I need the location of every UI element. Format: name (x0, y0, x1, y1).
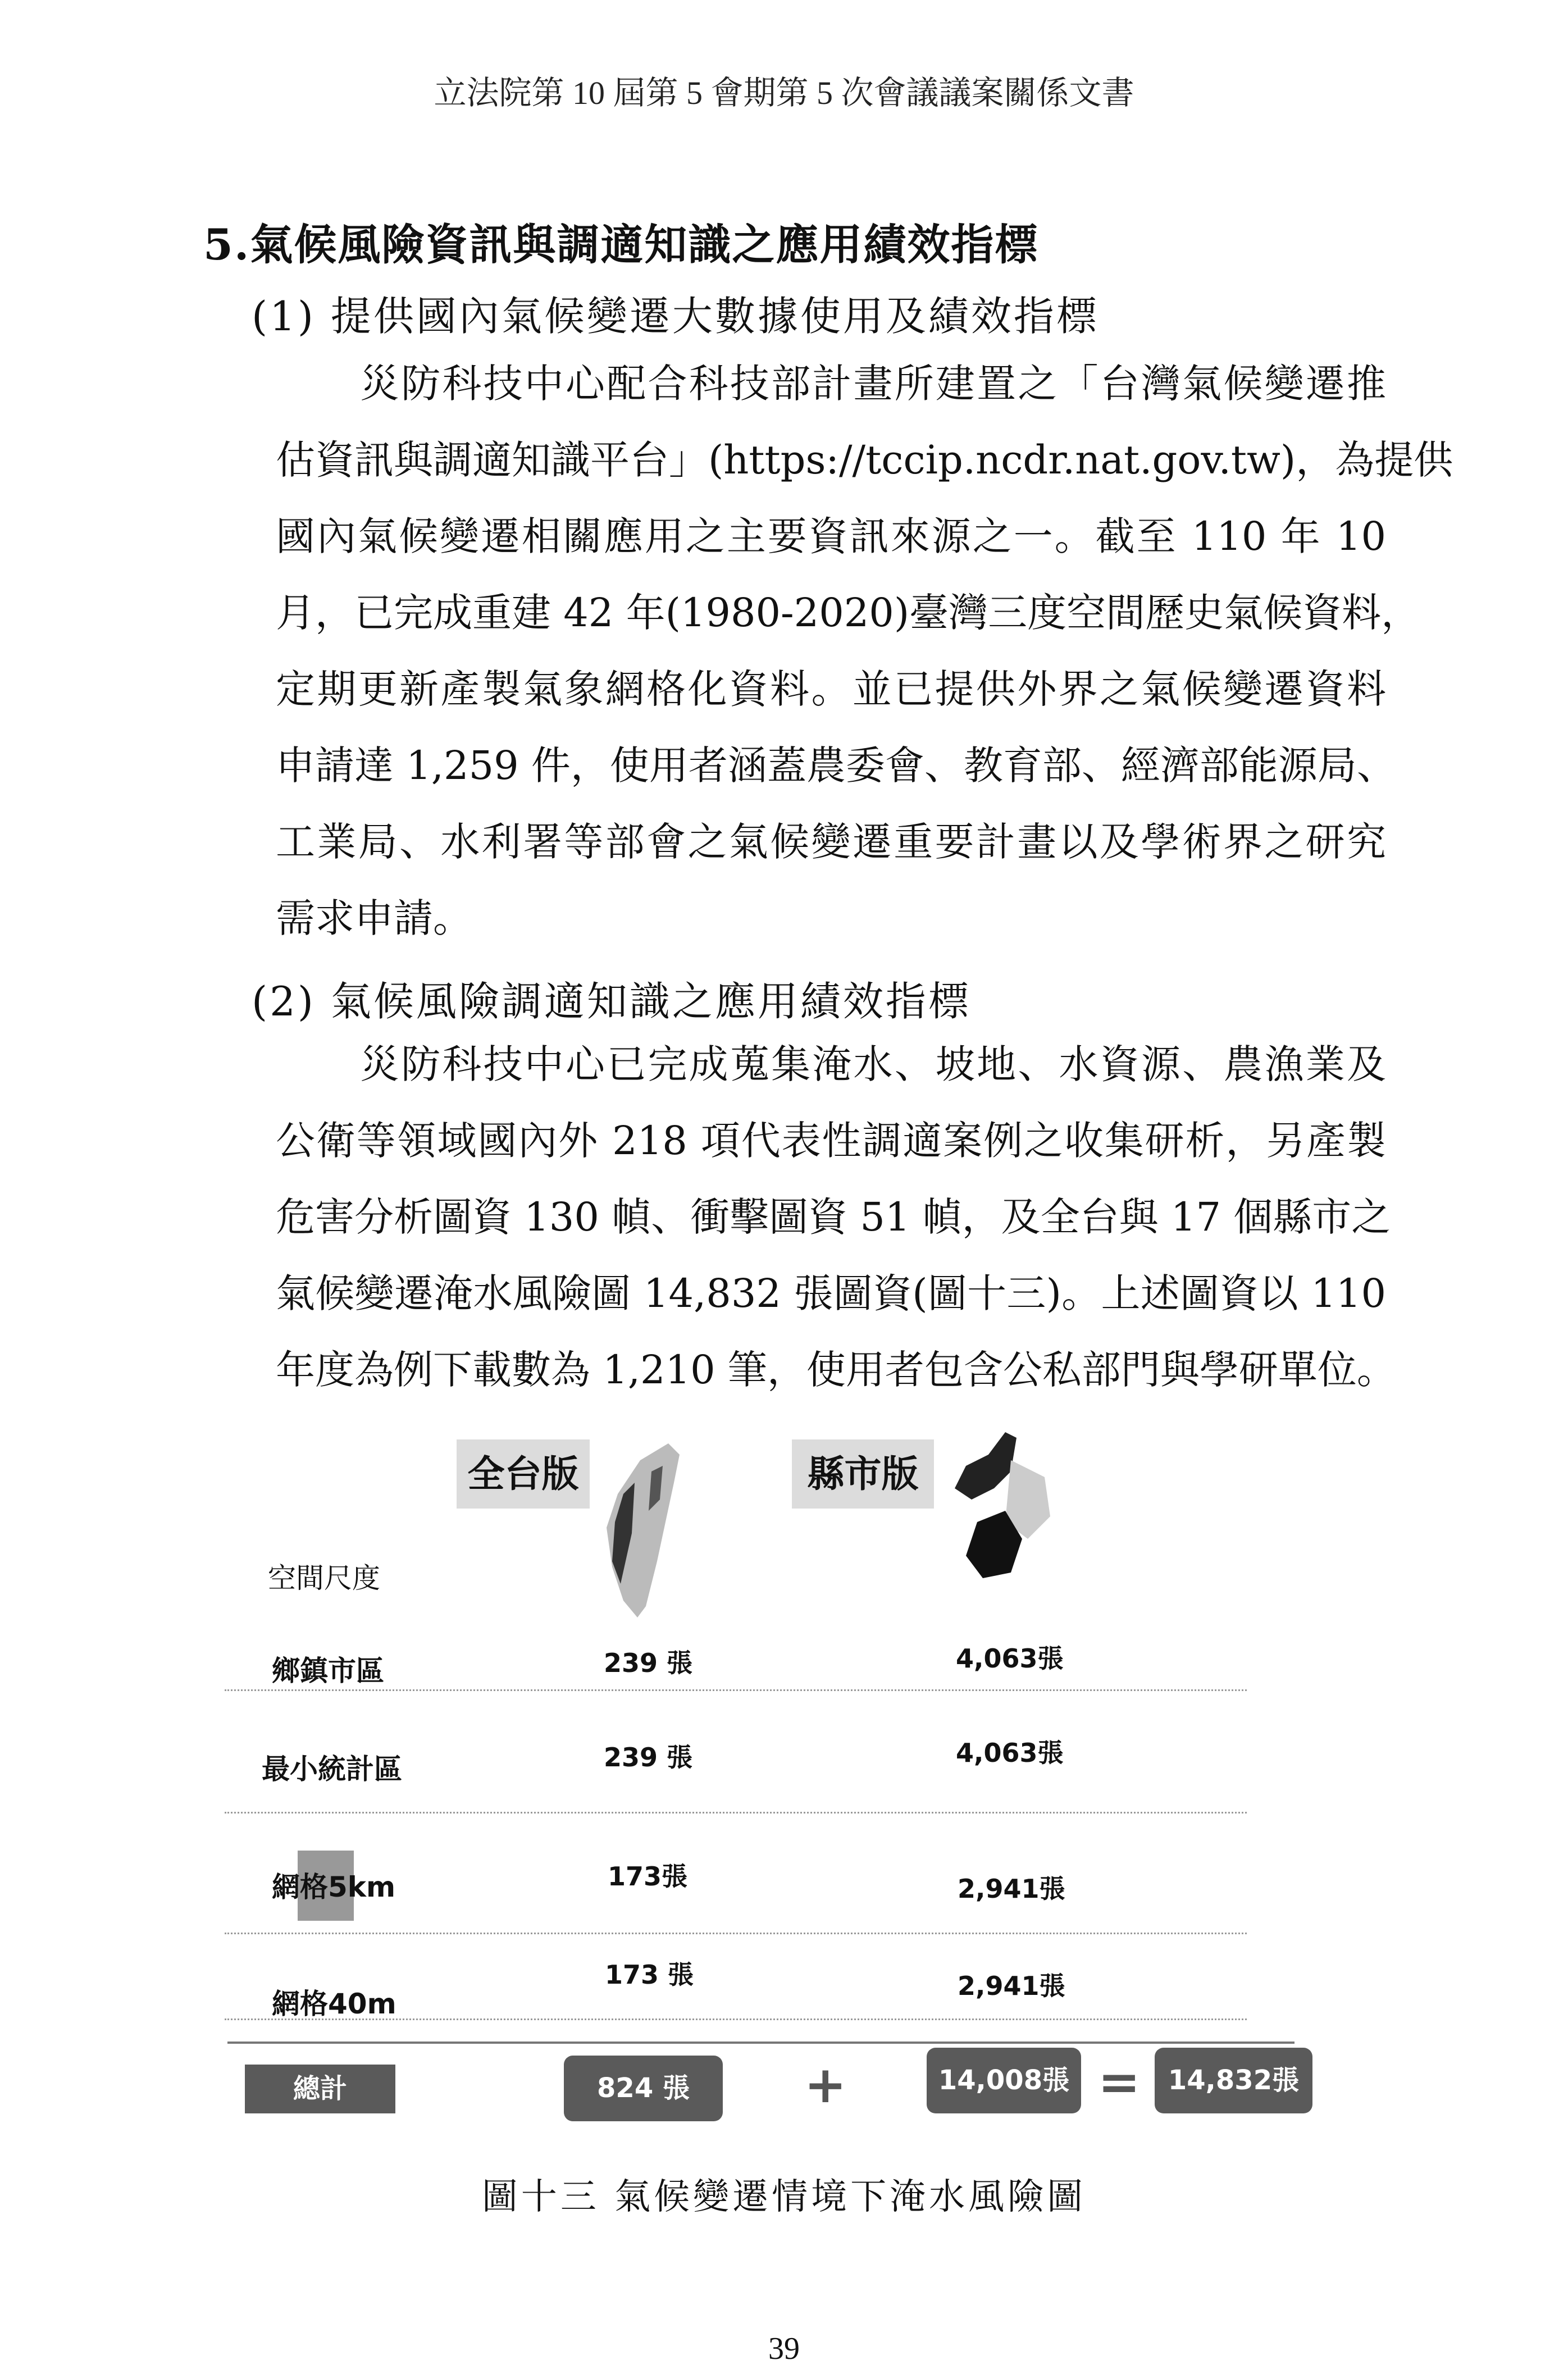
paragraph-line: 估資訊與調適知識平台」(https://tccip.ncdr.nat.gov.tw)，為提供 (276, 437, 1453, 483)
national-count: 239 張 (604, 1742, 693, 1772)
paragraph-line: 公衛等領域國內外 218 項代表性調適案例之收集研析，另產製 (276, 1118, 1386, 1164)
national-version-title: 全台版 (457, 1439, 590, 1509)
grand-total: 14,832張 (1155, 2048, 1312, 2113)
total-county: 14,008張 (927, 2048, 1081, 2113)
county-count: 4,063張 (956, 1643, 1064, 1674)
paragraph-line: 月，已完成重建 42 年(1980-2020)臺灣三度空間歷史氣候資料， (276, 590, 1421, 636)
total-national: 824 張 (564, 2056, 723, 2121)
figure-caption: 圖十三 氣候變遷情境下淹水風險圖 (481, 2176, 1087, 2218)
paragraph-line: 年度為例下載數為 1,210 筆，使用者包含公私部門與學研單位。 (276, 1347, 1396, 1393)
spatial-scale-label: 空間尺度 (268, 1562, 380, 1594)
national-count: 239 張 (604, 1648, 693, 1678)
document-header: 立法院第 10 屆第 5 會期第 5 次會議議案關係文書 (434, 75, 1134, 111)
county-version-title: 縣市版 (792, 1439, 934, 1509)
paragraph-line: 危害分析圖資 130 幀、衝擊圖資 51 幀，及全台與 17 個縣市之 (276, 1194, 1391, 1240)
subsection-2-title: (2) 氣候風險調適知識之應用績效指標 (252, 978, 971, 1025)
national-count: 173張 (608, 1861, 688, 1892)
paragraph-line: 災防科技中心配合科技部計畫所建置之「台灣氣候變遷推 (360, 361, 1386, 407)
paragraph-line: 申請達 1,259 件，使用者涵蓋農委會、教育部、經濟部能源局、 (276, 742, 1396, 789)
national-count: 173 張 (605, 1960, 694, 1990)
paragraph-line: 工業局、水利署等部會之氣候變遷重要計畫以及學術界之研究 (276, 819, 1386, 865)
row-divider (225, 2018, 1247, 2020)
paragraph-line: 定期更新產製氣象網格化資料。並已提供外界之氣候變遷資料 (276, 666, 1386, 712)
paragraph-line: 國內氣候變遷相關應用之主要資訊來源之一。截至 110 年 10 (276, 513, 1386, 559)
section-title: 5.氣候風險資訊與調適知識之應用績效指標 (203, 220, 1039, 270)
row-divider (225, 1689, 1247, 1691)
county-map-icon (943, 1427, 1056, 1589)
taiwan-map-icon (590, 1438, 691, 1623)
plus-sign: + (804, 2056, 847, 2115)
row-label: 鄉鎮市區 (272, 1655, 384, 1687)
county-count: 4,063張 (956, 1738, 1064, 1768)
page-number: 39 (768, 2331, 800, 2366)
paragraph-line: 災防科技中心已完成蒐集淹水、坡地、水資源、農漁業及 (360, 1041, 1386, 1087)
county-count: 2,941張 (958, 1874, 1065, 1904)
subsection-1-title: (1) 提供國內氣候變遷大數據使用及績效指標 (252, 293, 1099, 340)
equals-sign: = (1098, 2053, 1141, 2112)
county-count: 2,941張 (958, 1971, 1065, 2001)
row-label: 網格40m (272, 1988, 396, 2020)
total-divider (227, 2042, 1294, 2044)
row-divider (225, 1812, 1247, 1813)
paragraph-line: 氣候變遷淹水風險圖 14,832 張圖資(圖十三)。上述圖資以 110 (276, 1270, 1386, 1316)
row-divider (225, 1933, 1247, 1934)
paragraph-line: 需求申請。 (276, 895, 472, 941)
total-label: 總計 (245, 2065, 395, 2113)
row-label: 最小統計區 (262, 1753, 402, 1785)
row-label: 網格5km (272, 1871, 396, 1903)
